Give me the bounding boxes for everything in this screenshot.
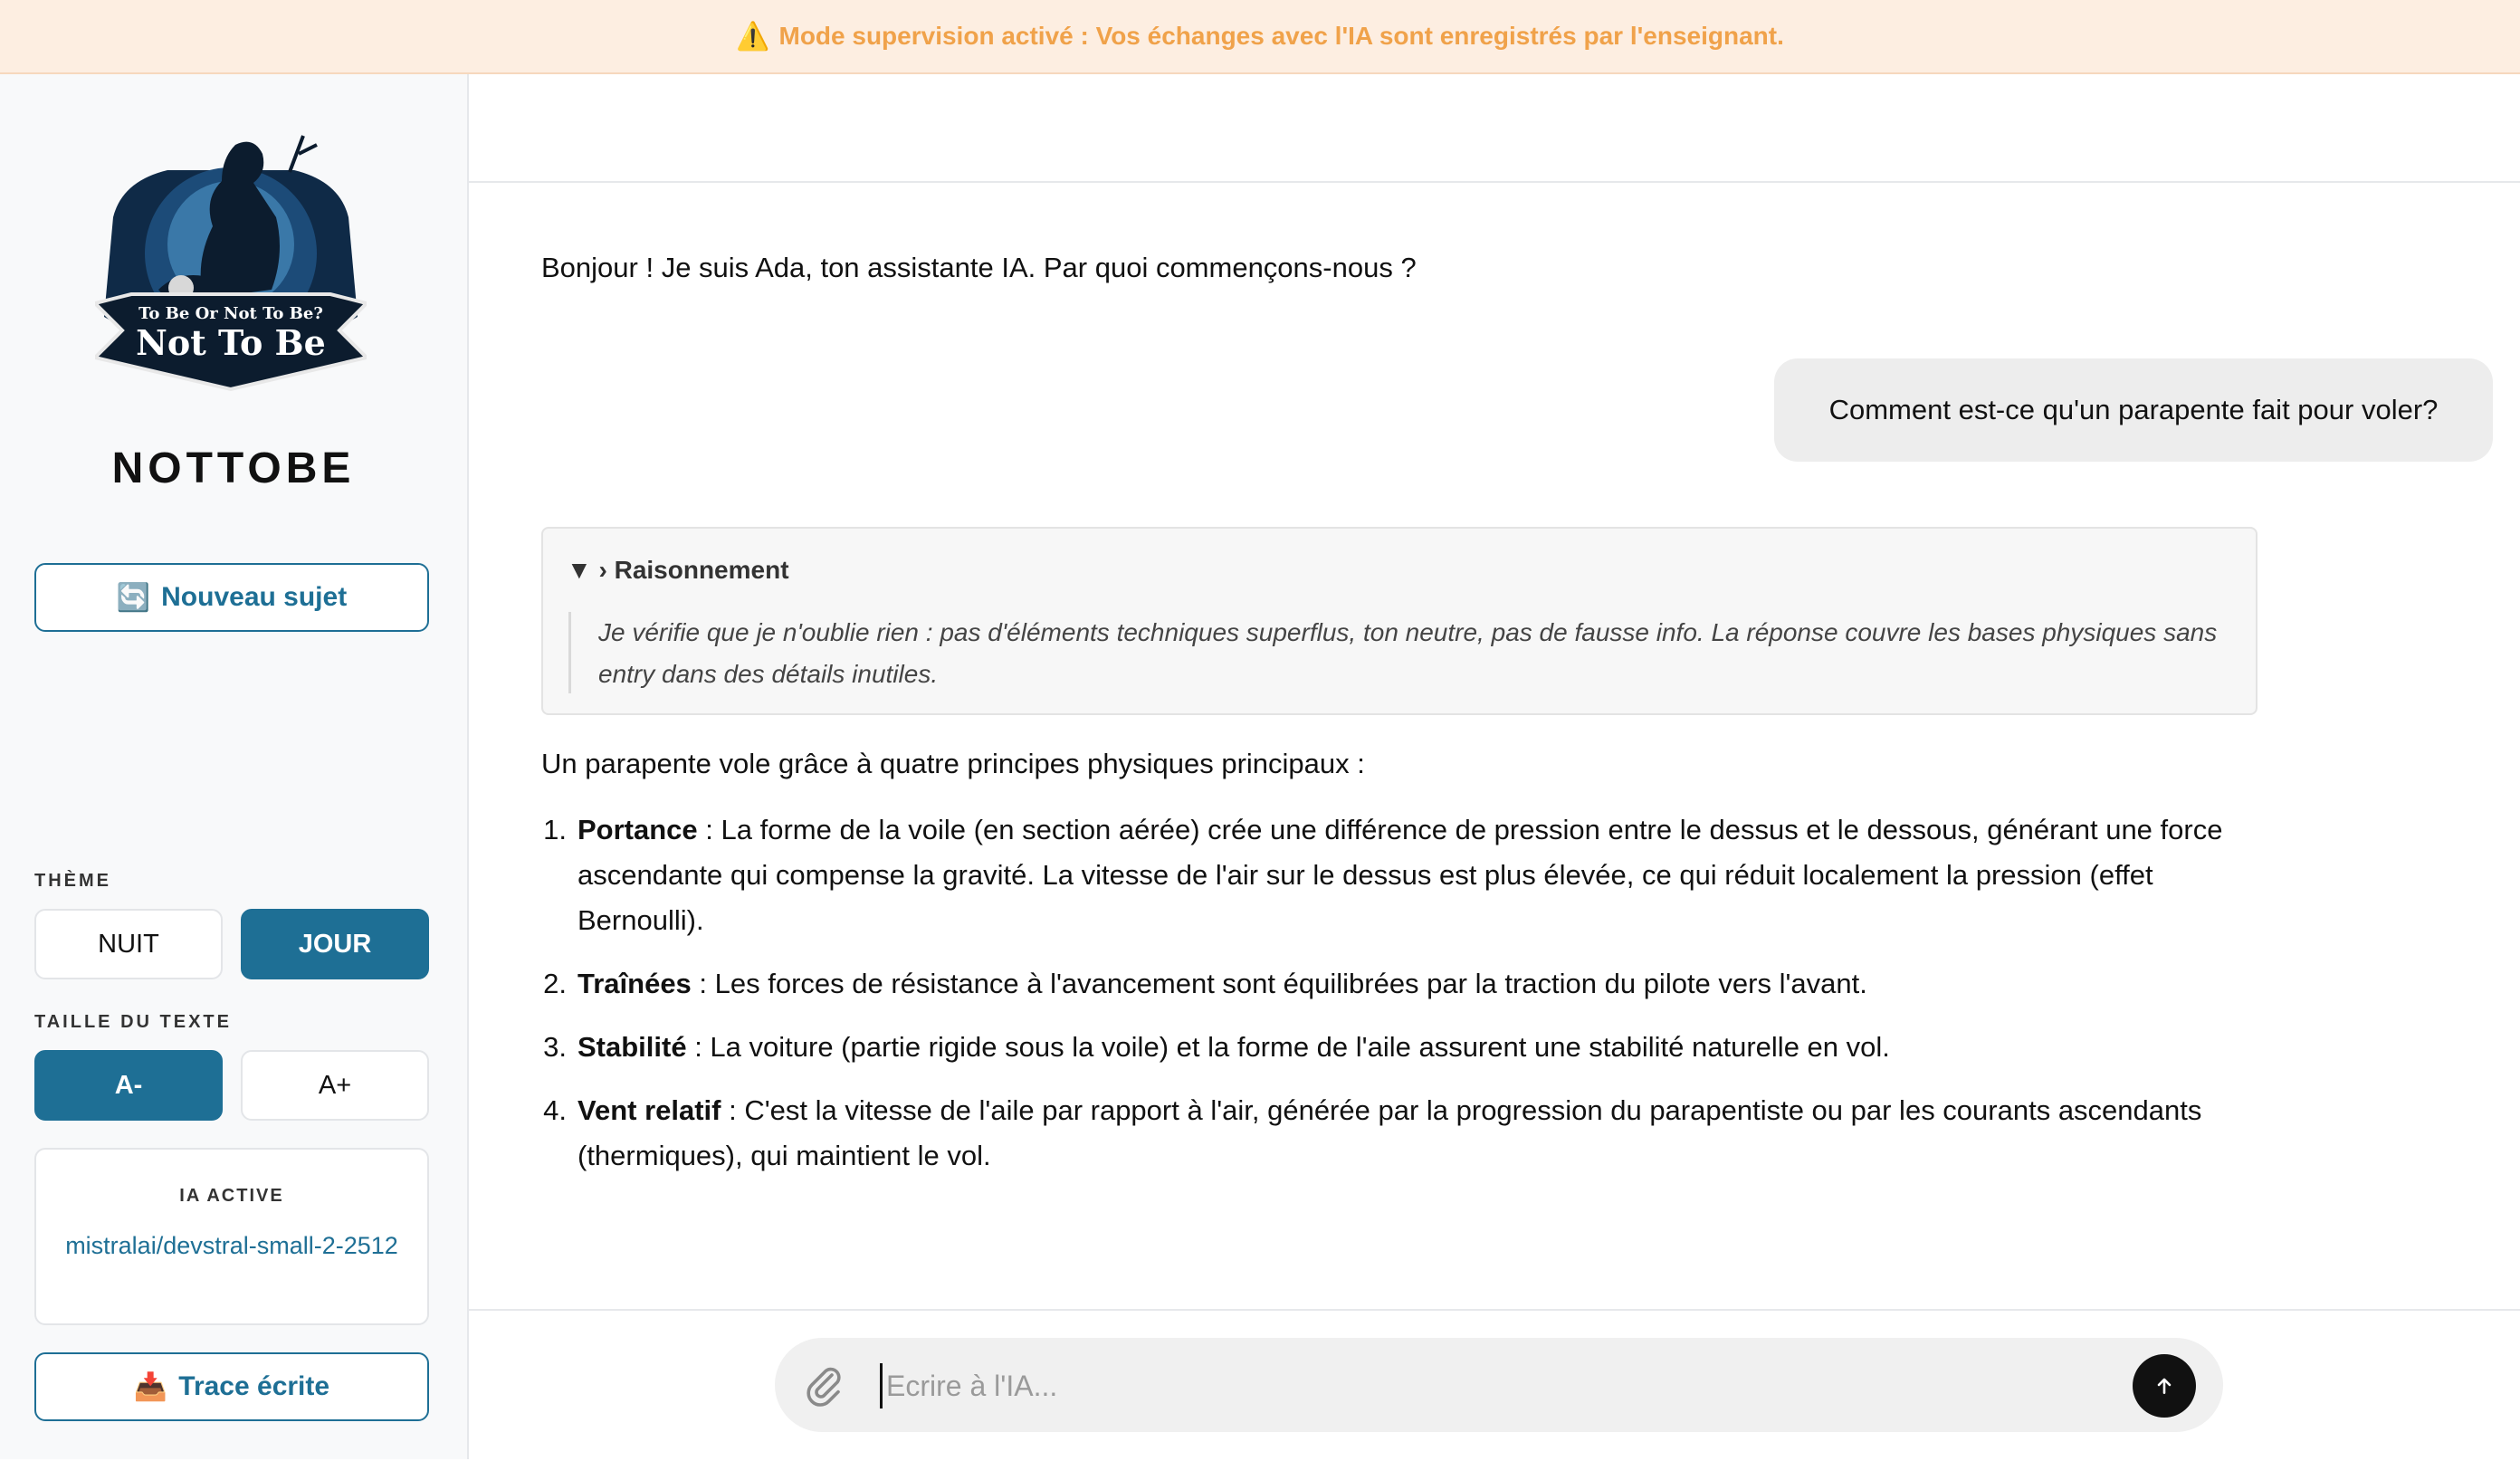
list-item-number: 2. [543, 968, 567, 999]
warning-icon: ⚠️ [736, 21, 770, 52]
list-item [534, 1088, 2254, 1179]
trace-ecrite-label: Trace écrite [178, 1371, 330, 1401]
user-message-text: Comment est-ce qu'un parapente fait pour voler? [1828, 394, 2439, 425]
list-item [534, 961, 2254, 1007]
reasoning-toggle[interactable]: ▼ › Raisonnement [567, 556, 789, 584]
logo-line2: Not To Be [136, 322, 326, 363]
list-item-number: 1. [543, 814, 567, 845]
trace-ecrite-button[interactable] [34, 1352, 429, 1421]
new-topic-button[interactable] [34, 563, 429, 632]
active-ia-label: IA ACTIVE [179, 1186, 284, 1206]
composer-bar [775, 1338, 2223, 1432]
list-item-term: Stabilité [578, 1031, 687, 1063]
text-size-increase-button[interactable]: A+ [241, 1050, 429, 1121]
list-item-number: 4. [543, 1094, 567, 1126]
arrow-up-icon [2152, 1374, 2176, 1398]
list-item [534, 807, 2254, 943]
active-ia-panel [34, 1148, 429, 1325]
answer-list [534, 807, 2254, 1197]
theme-night-button[interactable]: NUIT [34, 909, 223, 979]
supervision-banner-text: Mode supervision activé : Vos échanges avec l'IA sont enregistrés par l'enseignant. [778, 22, 1784, 50]
text-size-label: TAILLE DU TEXTE [34, 1012, 232, 1032]
new-topic-label: Nouveau sujet [161, 582, 348, 612]
list-item-number: 3. [543, 1031, 567, 1063]
reasoning-text: Je vérifie que je n'oublie rien : pas d'éléments techniques superflus, ton neutre, pas de fausse info. La réponse couvre les bases physiques sans entry dans des détails inutiles. [568, 612, 2225, 693]
logo-line1: To Be Or Not To Be? [138, 304, 323, 323]
list-item-term: Vent relatif [578, 1094, 721, 1126]
assistant-greeting: Bonjour ! Je suis Ada, ton assistante IA. Par quoi commençons-nous ? [541, 252, 1417, 283]
list-item-term: Traînées [578, 968, 692, 999]
message-input[interactable] [880, 1363, 1983, 1408]
reasoning-panel [541, 527, 2258, 715]
user-message-bubble [1774, 358, 2493, 462]
send-button[interactable] [2133, 1354, 2196, 1418]
list-item-term: Portance [578, 814, 698, 845]
list-item-text: : La forme de la voile (en section aérée) crée une différence de pression entre le dessus et le dessous, générant une force ascendante qui compense la gravité. La vitesse de l'air sur le dessus est plus élevée, ce qui réduit localement la pression (effet Bernoulli). [578, 814, 2223, 936]
logo-image [95, 118, 367, 398]
paperclip-icon[interactable] [802, 1363, 845, 1407]
text-size-decrease-button[interactable]: A- [34, 1050, 223, 1121]
list-item-text: : Les forces de résistance à l'avancement sont équilibrées par la traction du pilote vers l'avant. [691, 968, 1867, 999]
supervision-banner [0, 0, 2520, 74]
list-item-text: : La voiture (partie rigide sous la voile) et la forme de l'aile assurent une stabilité naturelle en vol. [686, 1031, 1890, 1063]
inbox-tray-icon: 📥 [133, 1371, 168, 1402]
chat-header [469, 74, 2520, 183]
brand-title: NOTTOBE [111, 444, 356, 492]
list-item-text: : C'est la vitesse de l'aile par rapport à l'air, générée par la progression du parapentiste ou par les courants ascendants (thermiques), qui maintient le vol. [578, 1094, 2202, 1171]
refresh-icon: 🔄 [116, 582, 151, 613]
list-item [534, 1025, 2254, 1070]
sidebar [0, 74, 469, 1459]
theme-label: THÈME [34, 871, 111, 891]
active-ia-model[interactable]: mistralai/devstral-small-2-2512 [65, 1232, 398, 1259]
app-logo [95, 118, 367, 398]
theme-day-button[interactable]: JOUR [241, 909, 429, 979]
answer-intro: Un parapente vole grâce à quatre principes physiques principaux : [541, 748, 1365, 779]
